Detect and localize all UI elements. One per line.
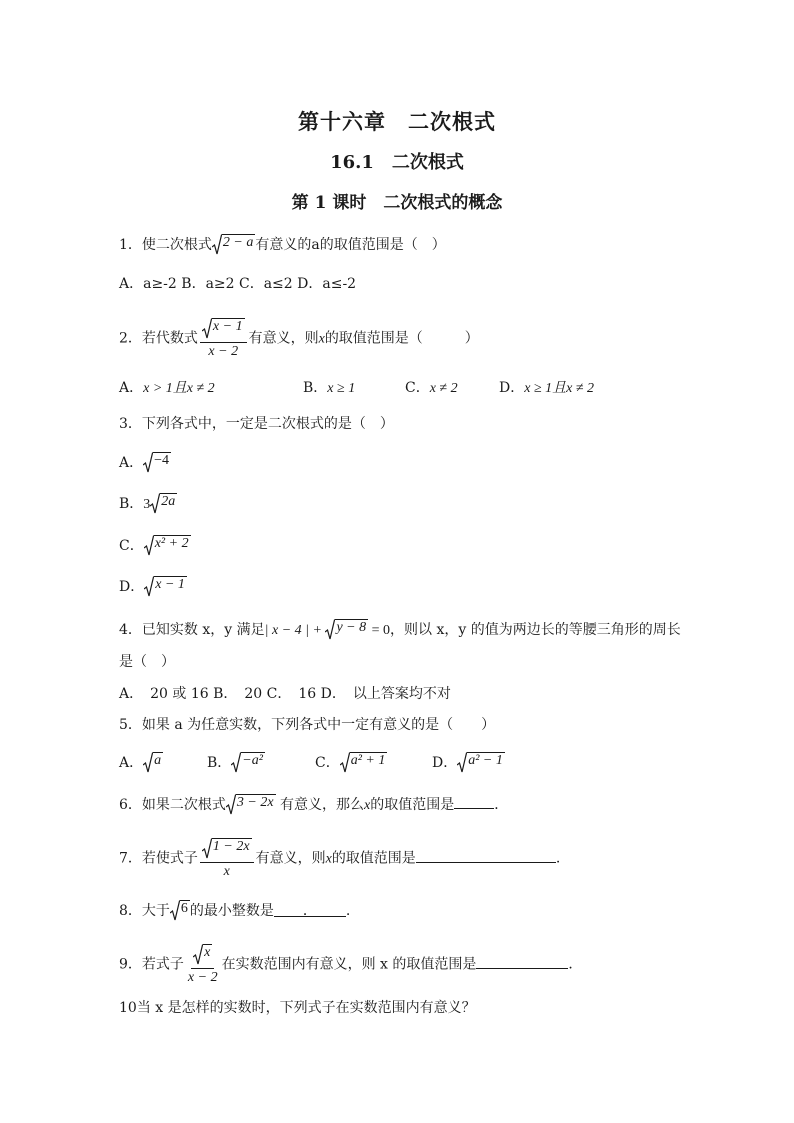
- radicand: 2a: [160, 493, 177, 515]
- option-d: D．x ≥ 1且x ≠ 2: [499, 380, 595, 396]
- question-4-stem: 4．已知实数 x，y 满足: [119, 622, 265, 638]
- question-7-stem-end: 的取值范围是: [331, 850, 416, 867]
- question-9-stem-end: 在实数范围内有意义，则 x 的取值范围是: [221, 956, 477, 973]
- option-a: A．x > 1且x ≠ 2: [119, 380, 215, 396]
- question-9-stem: 9．若式子: [119, 956, 184, 973]
- question-6-stem-end: 的取值范围是: [370, 797, 455, 813]
- variable: x: [364, 798, 371, 813]
- question-2-options: [119, 380, 595, 396]
- option-a: A． a: [119, 752, 163, 774]
- radicand: x − 1: [154, 576, 187, 598]
- numerator: x: [203, 944, 212, 966]
- question-4-options: A． 20 或 16 B． 20 C． 16 D． 以上答案均不对: [119, 686, 451, 702]
- question-1-stem-end: 有意义的a的取值范围是（ ）: [255, 237, 446, 253]
- question-10: 10当 x 是怎样的实数时，下列式子在实数范围内有意义？: [119, 1000, 476, 1016]
- question-5: 5．如果 a 为任意实数，下列各式中一定有意义的是（ ）: [119, 717, 496, 733]
- question-2-stem-mid: 有意义，则: [248, 330, 319, 347]
- question-4-cont: 是（ ）: [119, 654, 175, 670]
- question-4: 4．已知实数 x，y 满足| x − 4 | + y − 8 = 0，则以 x，y 的值为两边长的等腰三角形的周长: [119, 619, 681, 641]
- answer-blank[interactable]: ．: [274, 904, 346, 917]
- question-5-options: [119, 752, 503, 774]
- question-4-stem-end: ，则以 x，y 的值为两边长的等腰三角形的周长: [390, 622, 681, 638]
- question-8-stem-end: 的最小整数是: [189, 903, 274, 919]
- question-1-options: A．a≥-2 B．a≥2 C．a≤2 D．a≤-2: [119, 276, 357, 292]
- question-3: 3．下列各式中，一定是二次根式的是（ ）: [119, 416, 394, 432]
- radicand: 6: [180, 900, 190, 922]
- question-3-option-c: C． x² + 2: [119, 535, 191, 557]
- option-c: C． a² + 1: [315, 752, 387, 774]
- question-9: 9．若式子 $\frac{x}{x - 2}$ 在实数范围内有意义，则 x 的取值范围是 ．: [119, 945, 583, 985]
- question-6-stem: 6．如果二次根式: [119, 797, 226, 813]
- radicand: 3 − 2x: [236, 794, 276, 816]
- denominator: x: [223, 864, 230, 879]
- numerator: 1 − 2x: [212, 838, 252, 860]
- denominator: x − 2: [208, 344, 239, 359]
- question-2-stem-end: 的取值范围是（ ）: [324, 330, 479, 347]
- question-2-stem: 2．若代数式: [119, 330, 198, 347]
- question-3-option-b: B．3 2a: [119, 493, 177, 515]
- section-title: 16.1 二次根式: [330, 152, 464, 173]
- numerator: x − 1: [212, 318, 245, 340]
- answer-blank[interactable]: [416, 850, 556, 863]
- question-6: 6．如果二次根式 3 − 2x 有意义，那么x的取值范围是 ．: [119, 794, 508, 816]
- question-7: 7．若使式子 $\frac{1 - 2x}{x}$ 有意义，则x的取值范围是 .: [119, 839, 561, 879]
- radicand: x² + 2: [154, 535, 191, 557]
- question-6-stem-mid: 有意义，那么: [280, 797, 365, 813]
- radicand: −4: [153, 452, 171, 474]
- absolute-term: | x − 4 | +: [264, 623, 326, 638]
- radical: [212, 234, 255, 256]
- answer-blank[interactable]: [476, 956, 568, 969]
- fraction: [200, 838, 254, 879]
- question-7-stem: 7．若使式子: [119, 850, 198, 867]
- radicand: 2 − a: [222, 234, 255, 256]
- variable: x: [318, 331, 325, 347]
- chapter-title: 第十六章 二次根式: [298, 109, 496, 134]
- question-1-stem: 1．使二次根式: [119, 237, 212, 253]
- question-3-option-d: D． x − 1: [119, 576, 187, 598]
- question-3-option-a: A． −4: [119, 452, 171, 474]
- variable: x: [325, 851, 332, 867]
- question-7-stem-mid: 有意义，则: [255, 850, 326, 867]
- question-2: [119, 318, 479, 359]
- question-8-stem: 8．大于: [119, 903, 170, 919]
- answer-blank[interactable]: [454, 796, 494, 809]
- question-8: 8．大于 6 的最小整数是 ． .: [119, 900, 350, 922]
- fraction: [200, 318, 247, 359]
- question-1: [119, 234, 446, 256]
- lesson-title: 第 1 课时 二次根式的概念: [291, 193, 503, 213]
- option-b: B．x ≥ 1: [303, 380, 356, 396]
- fraction: [186, 944, 220, 985]
- option-d: D． a² − 1: [432, 752, 505, 774]
- option-b: B． −a²: [207, 752, 265, 774]
- denominator: x − 2: [187, 970, 218, 985]
- option-c: C．x ≠ 2: [405, 380, 458, 396]
- radicand: y − 8: [335, 619, 368, 641]
